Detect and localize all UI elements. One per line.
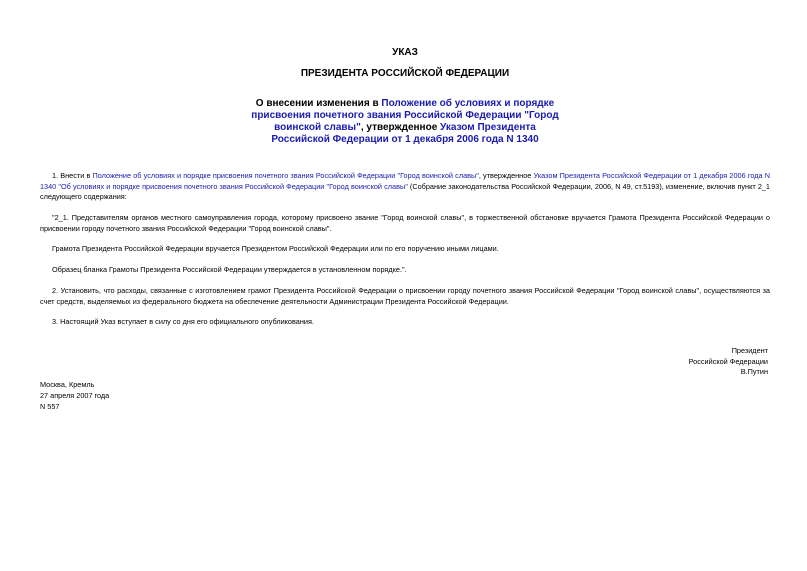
title-prefix: О внесении изменения в [255,98,382,109]
document-footer [40,379,240,412]
p1-link-decree[interactable]: Указом Президента Российской Федерации от 1 декабря 2006 года N 1340 "Об условиях и порядке присвоения почетного звания Российской Федерации "Город воинской славы" [40,171,770,191]
signature-office: Российской Федерации [688,356,768,366]
title-middle: , утвержденное [360,122,441,133]
p1-prefix: 1. Внести в [52,171,93,180]
footer-date: 27 апреля 2007 года [40,391,110,400]
issuer-heading: ПРЕЗИДЕНТА РОССИЙСКОЙ ФЕДЕРАЦИИ [300,68,510,79]
paragraph-4: Образец бланка Грамоты Президента Российской Федерации утверждается в установленном порядке.". [52,265,407,274]
signature-title: Президент [731,346,768,355]
p1-link-regulation[interactable]: Положение об условиях и порядке присвоения почетного звания Российской Федерации "Город воинской славы" [92,171,479,180]
title-link-decree[interactable]: Указом Президента Российской Федерации от 1 декабря 2006 года N 1340 [271,122,539,145]
document-title [250,98,560,146]
p1-suffix: (Собрание законодательства Российской Федерации, 2006, N 49, ст.5193), изменение, включив пункт 2_1 следующего содержания: [40,181,770,202]
paragraph-3: Грамота Президента Российской Федерации вручается Президентом Российской Федерации или по его поручению иными лицами. [52,244,499,253]
footer-number: N 557 [40,402,60,411]
paragraph-5: 2. Установить, что расходы, связанные с изготовлением грамот Президента Российской Федерации о присвоении городу почетного звания Российской Федерации "Город воинской славы", осуществляются за счет средств, выделяемых из федерального бюджета на обеспечение деятельности Администрации Президента Российской Федерации. [40,286,770,306]
signature-name: В.Путин [740,367,768,377]
document-type-heading: УКАЗ [392,47,418,58]
signature-block [568,346,768,378]
paragraph-6: 3. Настоящий Указ вступает в силу со дня его официального опубликования. [52,317,314,326]
p1-middle: , утвержденное [478,171,534,180]
footer-place: Москва, Кремль [40,380,95,389]
paragraph-2: "2_1. Представителям органов местного самоуправления города, которому присвоено звание "Город воинской славы", в торжественной обстановке вручается Грамота Президента Российской Федерации о присвоении городу почетного звания Российской Федерации "Город воинской славы". [40,213,770,233]
title-link-regulation[interactable]: Положение об условиях и порядке присвоения почетного звания Российской Федерации "Город воинской славы" [251,98,559,133]
paragraph-1 [40,171,770,203]
